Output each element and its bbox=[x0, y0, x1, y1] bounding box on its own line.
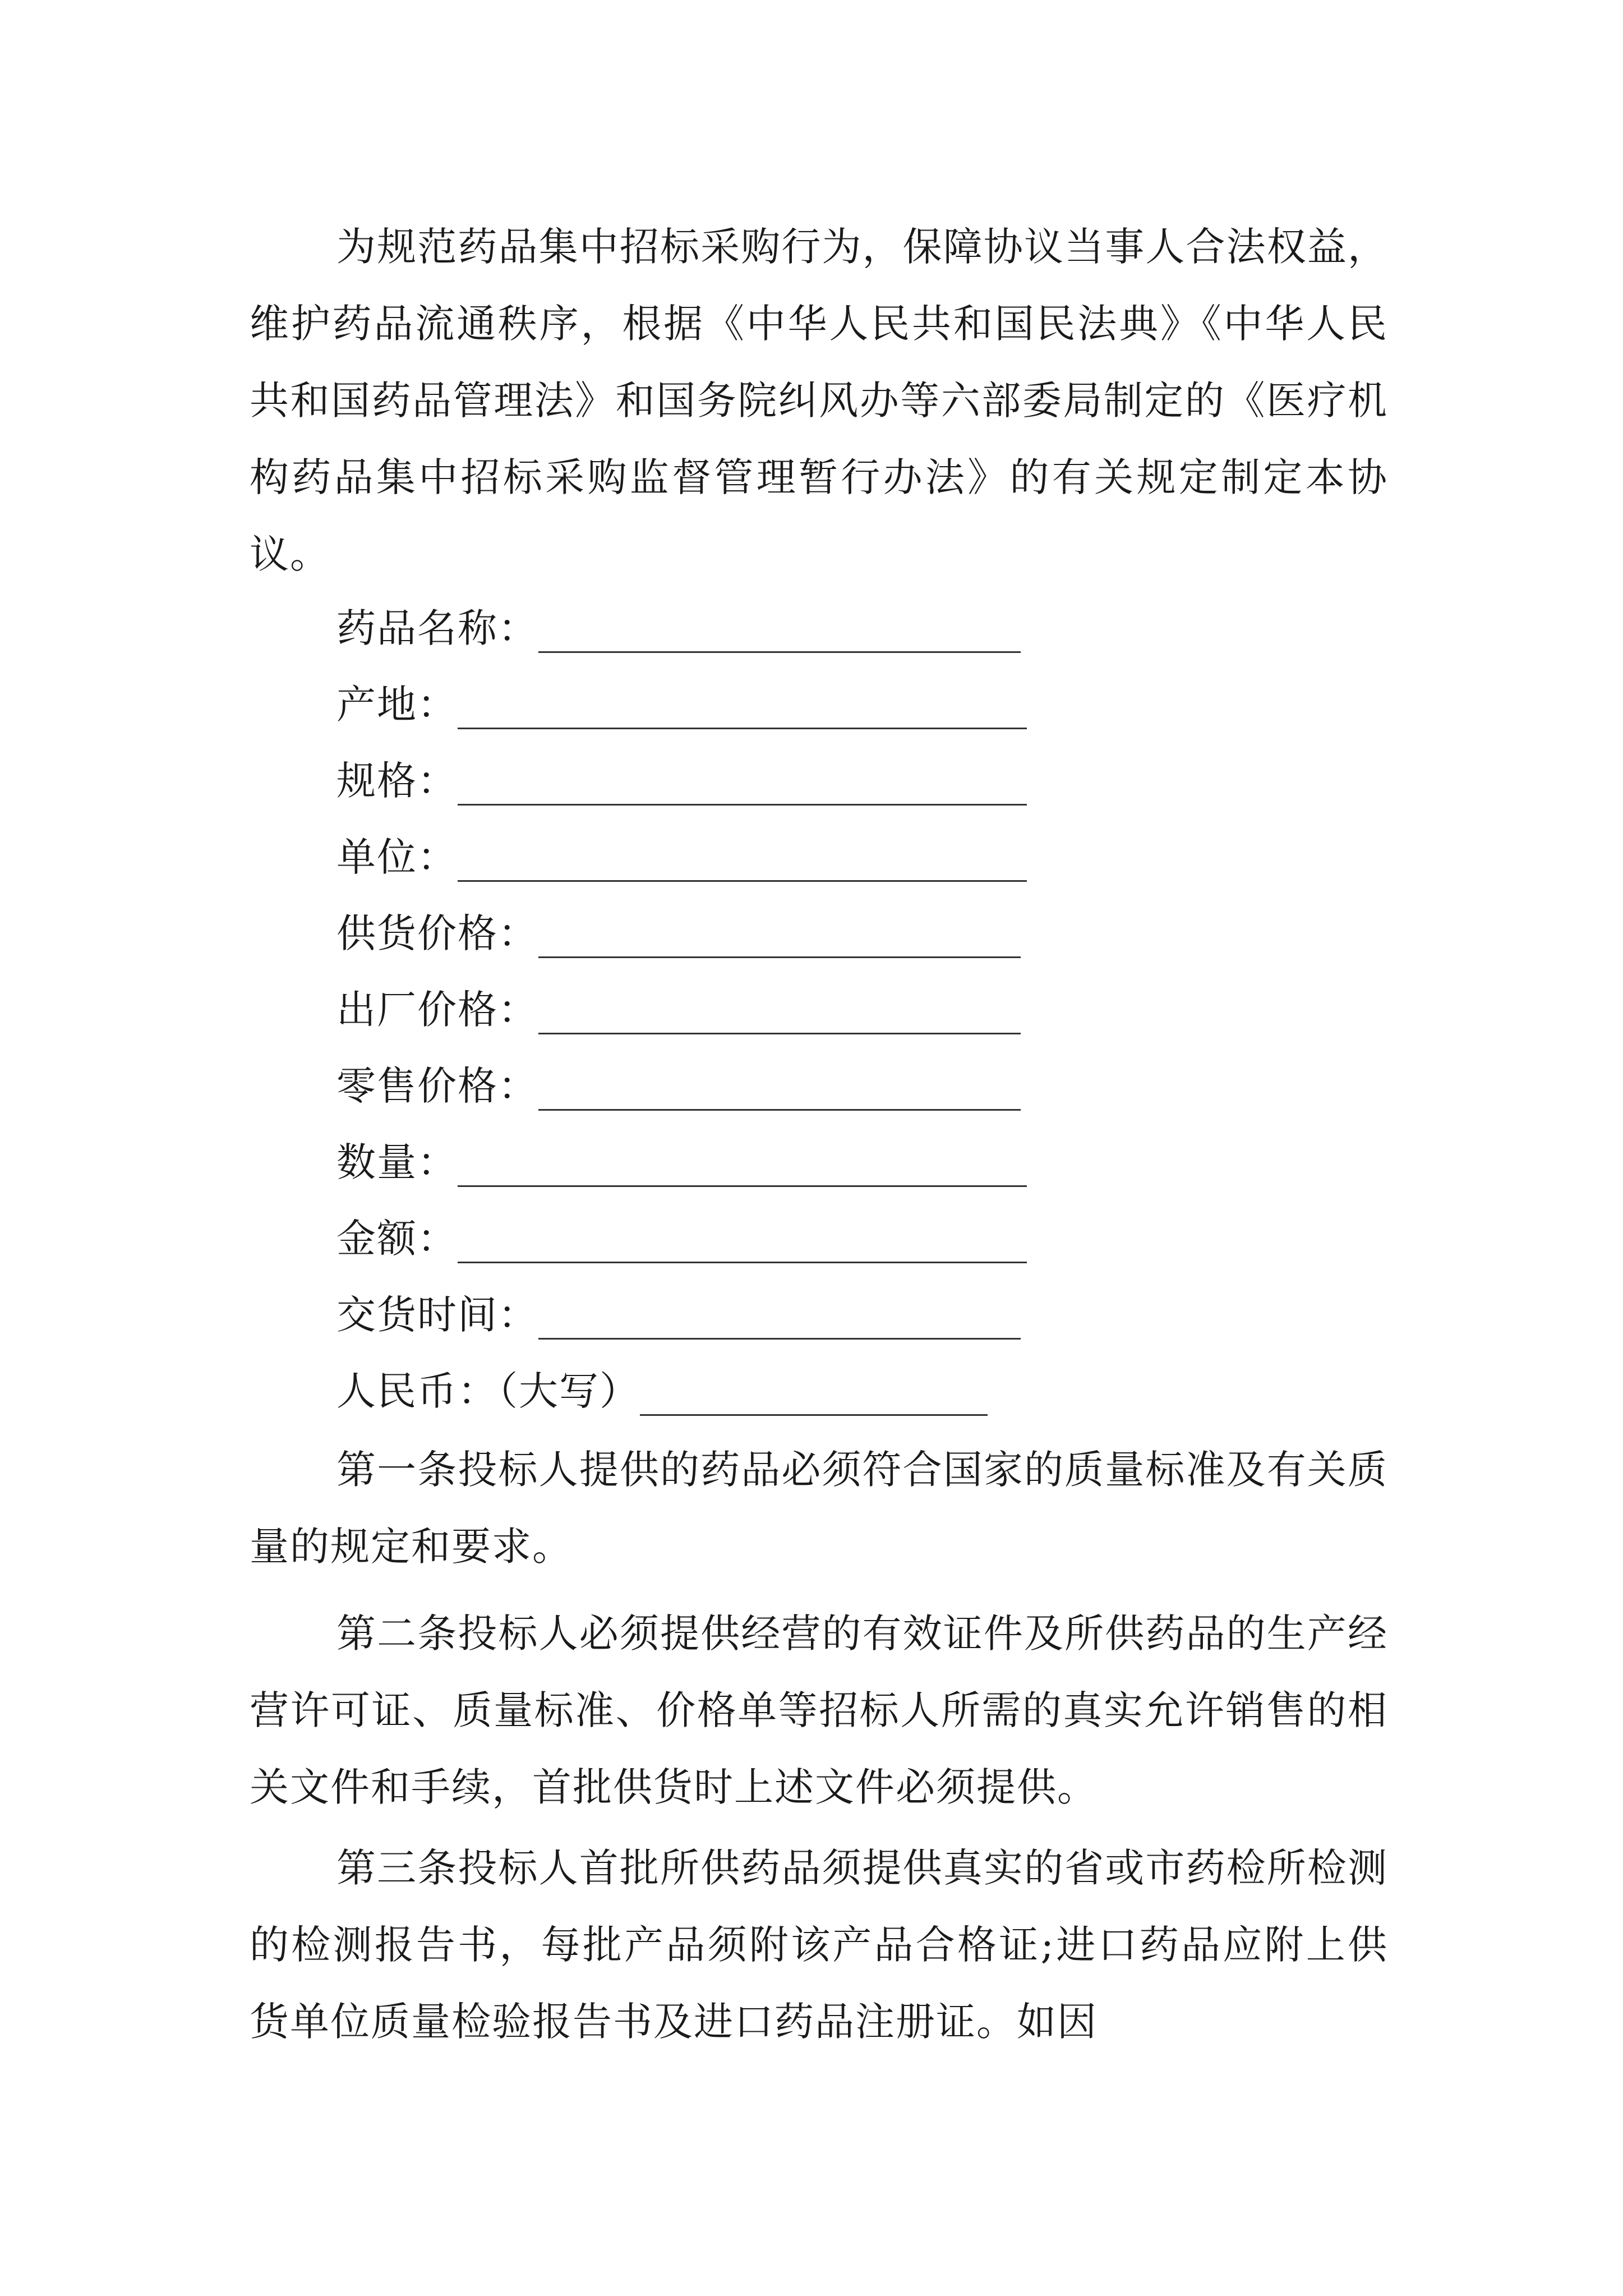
field-label: 出厂价格： bbox=[336, 987, 538, 1033]
field-blank[interactable] bbox=[458, 1222, 1027, 1263]
article-paragraph: 第三条投标人首批所供药品须提供真实的省或市药检所检测的检测报告书，每批产品须附该产品合格证;进口药品应附上供货单位质量检验报告书及进口药品注册证。如因 bbox=[250, 1845, 1388, 2045]
field-blank[interactable] bbox=[538, 993, 1021, 1034]
field-blank[interactable] bbox=[458, 765, 1027, 806]
field-label: 药品名称： bbox=[336, 605, 538, 651]
field-factory-price bbox=[336, 982, 1021, 1038]
field-blank[interactable] bbox=[640, 1375, 988, 1416]
intro-paragraph: 为规范药品集中招标采购行为，保障协议当事人合法权益，维护药品流通秩序，根据《中华人民共和国民法典》《中华人民共和国药品管理法》和国务院纠风办等六部委局制定的《医疗机构药品集中招标采购监督管理暂行办法》的有关规定制定本协议。 bbox=[250, 224, 1388, 577]
field-supply-price bbox=[336, 905, 1021, 961]
field-blank[interactable] bbox=[458, 688, 1027, 729]
field-blank[interactable] bbox=[458, 1146, 1027, 1187]
field-label: 数量： bbox=[336, 1139, 458, 1185]
field-spec bbox=[336, 753, 1027, 809]
field-label: 交货时间： bbox=[336, 1292, 538, 1338]
field-rmb-uppercase bbox=[336, 1363, 988, 1419]
field-label: 单位： bbox=[336, 834, 458, 880]
field-label: 金额： bbox=[336, 1216, 458, 1262]
field-label: 零售价格： bbox=[336, 1063, 538, 1109]
field-label: 产地： bbox=[336, 682, 458, 728]
field-quantity bbox=[336, 1134, 1027, 1190]
field-drug-name bbox=[336, 600, 1021, 656]
intro-section bbox=[250, 209, 1388, 593]
field-label: 供货价格： bbox=[336, 910, 538, 956]
field-retail-price bbox=[336, 1058, 1021, 1114]
field-delivery-time bbox=[336, 1287, 1021, 1343]
field-label: 规格： bbox=[336, 758, 458, 804]
field-origin bbox=[336, 677, 1027, 733]
field-blank[interactable] bbox=[538, 612, 1021, 653]
article-3-section bbox=[250, 1830, 1388, 2060]
article-2-section bbox=[250, 1595, 1388, 1826]
article-paragraph: 第二条投标人必须提供经营的有效证件及所供药品的生产经营许可证、质量标准、价格单等招标人所需的真实允许销售的相关文件和手续，首批供货时上述文件必须提供。 bbox=[250, 1611, 1388, 1810]
article-1-section bbox=[250, 1432, 1388, 1585]
field-blank[interactable] bbox=[458, 841, 1027, 882]
article-paragraph: 第一条投标人提供的药品必须符合国家的质量标准及有关质量的规定和要求。 bbox=[250, 1447, 1388, 1570]
field-blank[interactable] bbox=[538, 1299, 1021, 1340]
field-blank[interactable] bbox=[538, 917, 1021, 958]
field-amount bbox=[336, 1211, 1027, 1267]
field-unit bbox=[336, 829, 1027, 885]
field-label: 人民币：（大写） bbox=[336, 1368, 640, 1414]
field-blank[interactable] bbox=[538, 1070, 1021, 1111]
